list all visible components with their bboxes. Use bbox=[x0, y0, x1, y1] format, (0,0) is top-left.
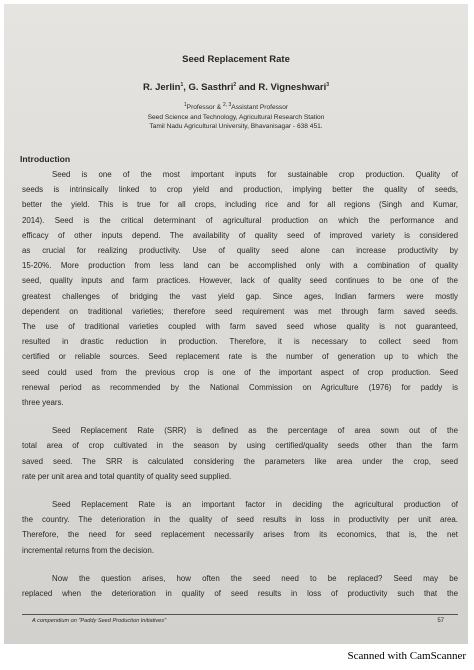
role-assistant: Assistant Professor bbox=[231, 104, 289, 112]
author-3: R. Vigneshwari bbox=[258, 82, 327, 94]
body-line: Seed Replacement Rate is an important factor in deciding the agricultural production of bbox=[52, 500, 458, 510]
document-title: Seed Replacement Rate bbox=[182, 54, 290, 65]
body-line: 15-20%. More production from less land can be accomplished only with a combination of quality bbox=[22, 261, 458, 271]
scanner-watermark: Scanned with CamScanner bbox=[347, 650, 466, 662]
paragraph-gap bbox=[22, 410, 458, 423]
paragraph-gap bbox=[22, 558, 458, 571]
body-line: greatest challenges of bridging the vast yield gap. Since ages, Indian farmers were mostly bbox=[22, 291, 458, 301]
author-2-sup: 2 bbox=[233, 82, 237, 88]
page-number: 57 bbox=[437, 618, 444, 624]
role-sup-1: 1 bbox=[183, 102, 187, 108]
section-heading: Introduction bbox=[20, 154, 71, 164]
affiliation-university: Tamil Nadu Agricultural University, Bhavanisagar - 638 451. bbox=[149, 123, 323, 130]
body-line: saved seed. The SRR is calculated considering the parameters like area under the crop, seed bbox=[22, 456, 458, 466]
body-line: incremental returns from the decision. bbox=[22, 545, 155, 555]
body-line: total area of crop cultivated in the season by using certified/quality seeds other than the farm bbox=[22, 441, 458, 451]
body-line: renewal period as recommended by the National Commission on Agriculture (1976) for paddy is bbox=[22, 382, 458, 392]
footer-divider bbox=[22, 614, 458, 615]
author-1: R. Jerlin bbox=[142, 82, 181, 94]
body-line: Now the question arises, how often the seed need to be replaced? Seed may be bbox=[52, 573, 458, 583]
body-line: three years. bbox=[22, 398, 64, 408]
body-line: resulted in drastic reduction in production. Therefore, it is necessary to collect seed from bbox=[22, 337, 458, 347]
author-line bbox=[4, 82, 468, 93]
author-sep-1: , bbox=[183, 82, 189, 94]
body-line: Seed is one of the most important inputs for sustainable crop production. Quality of bbox=[52, 170, 458, 179]
author-2: G. Sasthri bbox=[188, 82, 234, 94]
body-line: seed, quality inputs and farm practices. However, lack of quality seed continues to be one of the bbox=[22, 276, 458, 286]
body-line: 2014). Seed is the critical determinant of agricultural production on which the performance and bbox=[22, 215, 458, 225]
footer-text: A compendium on "Paddy Seed Production Initiatives" bbox=[32, 618, 167, 624]
body-line: as crucial for realizing productivity. Use of quality seed alone can increase productivity by bbox=[22, 246, 458, 256]
body-line: replaced when the deterioration in quality of seed results in loss of productivity such that the bbox=[22, 589, 458, 599]
author-1-sup: 1 bbox=[180, 82, 184, 88]
document-page bbox=[4, 4, 468, 644]
role-sup-2: 2, 3 bbox=[222, 102, 232, 108]
paragraph-gap bbox=[22, 484, 458, 497]
body-line: the country. The deterioration in the quality of seed results in loss in productivity per unit area. bbox=[22, 515, 458, 525]
author-sep-2: and bbox=[236, 82, 259, 94]
author-3-sup: 3 bbox=[326, 82, 330, 88]
body-line: better the yield. This is true for all crops, including rice and for all regions (Singh and Kumar, bbox=[22, 200, 458, 210]
affiliation bbox=[4, 101, 468, 131]
body-line: seed could used from the previous crop is one of the important aspect of crop production. Seed bbox=[22, 367, 458, 377]
body-line: The use of traditional varieties coupled with farm saved seed whose quality is not guaranteed, bbox=[22, 322, 458, 332]
affiliation-department: Seed Science and Technology, Agricultural Research Station bbox=[147, 113, 325, 121]
body-text bbox=[22, 167, 458, 601]
body-line: Seed Replacement Rate (SRR) is defined as the percentage of area sown out of the bbox=[52, 426, 458, 436]
role-professor: Professor & bbox=[186, 104, 223, 112]
body-line: rate per unit area and total quantity of quality seed supplied. bbox=[22, 471, 232, 481]
body-line: Therefore, the need for seed replacement necessarily arises from its economics, that is, the net bbox=[22, 530, 458, 540]
affiliation-roles bbox=[4, 101, 468, 113]
body-line: seeds is intrinsically linked to crop yield and production, implying better the quality of seeds, bbox=[22, 185, 458, 195]
body-line: efficacy of other inputs depend. The availability of quality seed of improved variety is considered bbox=[22, 230, 458, 240]
body-line: dependent on traditional varieties; therefore seed requirement was met through farm saved seeds. bbox=[22, 306, 458, 316]
body-line: certified or reliable sources. Seed replacement rate is the number of generation up to which the bbox=[22, 352, 458, 362]
